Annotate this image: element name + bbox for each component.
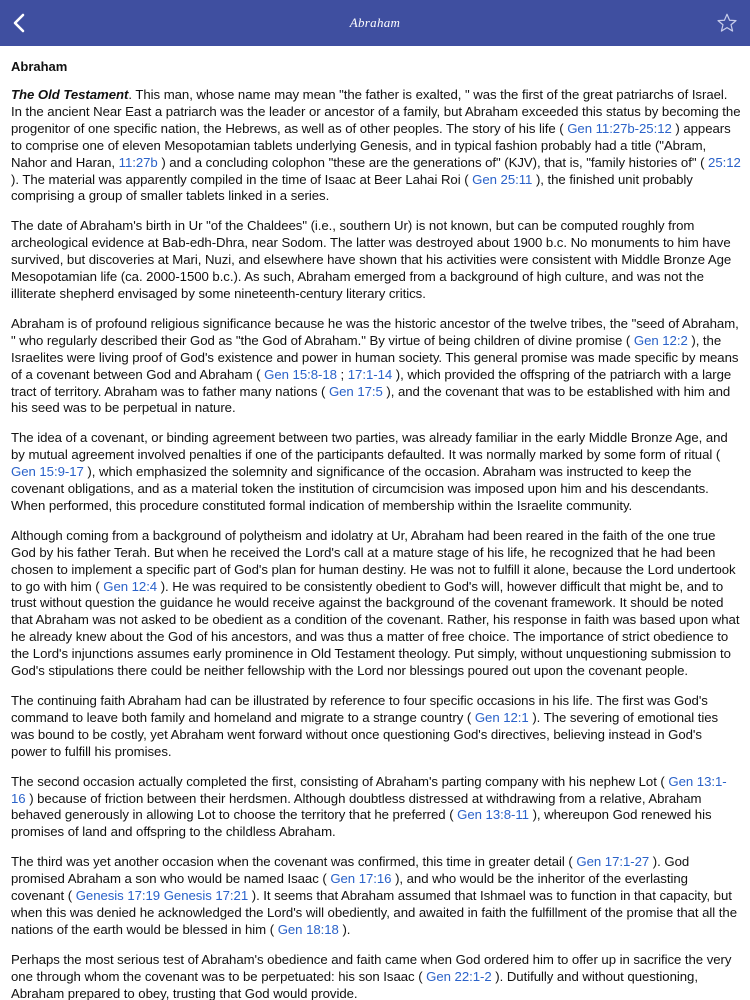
favorite-button[interactable] (716, 12, 738, 34)
chevron-left-icon (13, 13, 25, 33)
scripture-reference-link[interactable]: Gen 13:1-16 (11, 773, 727, 806)
paragraph-text: ) appears to comprise one of eleven Mesopotamian tablets underlying Genesis, and in typical fashion probably had a title ("Abram, Nahor and Haran, (11, 120, 731, 170)
paragraph-text: The third was yet another occasion when the covenant was confirmed, this time in greater detail ( (11, 854, 577, 870)
paragraph-text: ), and who would be the inheritor of the everlasting covenant ( (11, 871, 688, 904)
paragraph-text: ). Dutifully and without questioning, Abraham prepared to obey, trusting that God would provide. (11, 968, 698, 1000)
back-button[interactable] (8, 11, 30, 35)
navigation-bar (0, 0, 750, 46)
paragraph-text: ). It seems that Abraham assumed that Ishmael was to function in that capacity, but when this was denied he acknowledged the Lord's will obediently, and awaited in faith the fulfillment of the promise that all the nations of the earth would be blessed in him ( (11, 888, 737, 937)
paragraph-text: Abraham is of profound religious significance because he was the historic ancestor of the twelve tribes, the "seed of Abraham, " who regularly described their God as "the God of Abraham." By virtue of being children of divine promise ( (11, 315, 739, 348)
paragraph (11, 774, 741, 842)
paragraph (11, 87, 741, 205)
scripture-reference-link[interactable]: Gen 17:1-27 (576, 854, 650, 870)
scripture-reference-link[interactable]: Genesis 17:19 Genesis 17:21 (75, 888, 249, 904)
paragraph (11, 854, 741, 939)
paragraph (11, 430, 741, 515)
paragraph-text: ). (338, 921, 351, 937)
paragraph-text: . This man, whose name may mean "the father is exalted, " was the first of the great patriarchs of Israel. In the ancient Near East a patriarch was the leader or ancestor of a family, but Abraham exceeded this status by becoming the progenitor of one specific nation, the Hebrews, as well as of other peoples. The story of his life ( (11, 87, 741, 136)
scripture-reference-link[interactable]: Gen 13:8-11 (457, 807, 529, 823)
paragraph-text: The continuing faith Abraham had can be illustrated by reference to four specific occasions in his life. The first was God's command to leave both family and homeland and migrate to a strange country ( (11, 693, 708, 725)
star-outline-icon (716, 12, 738, 34)
article-title: Abraham (11, 59, 68, 74)
paragraph-text: The idea of a covenant, or binding agreement between two parties, was already familiar in the early Middle Bronze Age, and by mutual agreement involved penalties if one of the participants defaulted. It was normally marked by some form of ritual ( (11, 430, 728, 463)
scripture-reference-link[interactable]: Gen 18:18 (277, 921, 339, 937)
scripture-reference-link[interactable]: Gen 22:1-2 (426, 968, 492, 984)
paragraph (11, 218, 741, 303)
paragraph-text: ), the finished unit probably comprising a group of smaller tablets linked in a series. (11, 171, 693, 204)
paragraph-text: ), which provided the offspring of the patriarch with a large tract of territory. Abraham was to father many nations ( (11, 366, 732, 399)
scripture-reference-link[interactable]: 11:27b (118, 154, 158, 170)
paragraph-text: ) and a concluding colophon "these are the generations of" (KJV), that is, "family histories of" ( (157, 154, 709, 170)
section-label: The Old Testament (11, 87, 129, 102)
paragraph (11, 316, 741, 417)
paragraph-text: ). The severing of emotional ties was bound to be costly, yet Abraham went forward without once questioning God's directives, believing instead in God's power to fulfill his promises. (11, 709, 719, 759)
scripture-reference-link[interactable]: 17:1-14 (347, 366, 393, 382)
paragraph-text: ). The material was apparently compiled in the time of Isaac at Beer Lahai Roi ( (11, 171, 473, 187)
scripture-reference-link[interactable]: Gen 12:2 (633, 332, 688, 348)
page-title: Abraham (349, 15, 401, 30)
scripture-reference-link[interactable]: Gen 11:27b-25:12 (567, 120, 672, 136)
paragraph-text: ; (336, 366, 348, 382)
scripture-reference-link[interactable]: Gen 15:9-17 (11, 464, 84, 480)
paragraph (11, 952, 741, 1000)
article-body (11, 87, 741, 1000)
paragraph (11, 693, 741, 761)
paragraph-text: Although coming from a background of polytheism and idolatry at Ur, Abraham had been reared in the faith of the one true God by his father Terah. But when he received the Lord's call at a mature stage of his life, he recognized that he had been chosen to implement a specific part of God's plan for human destiny. He was not to fulfill it alone, because the Lord undertook to go with him ( (11, 527, 736, 594)
paragraph-text: ). God promised Abraham a son who would be named Isaac ( (11, 854, 690, 887)
paragraph-text: ), whereupon God renewed his promises of land and offspring to the childless Abraham. (11, 807, 712, 840)
scripture-reference-link[interactable]: Gen 12:1 (474, 709, 529, 725)
paragraph-text: ), and the covenant that was to be established with him and his seed was to be perpetual in nature. (11, 383, 731, 416)
paragraph-text: Perhaps the most serious test of Abraham's obedience and faith came when God ordered him to offer up in sacrifice the very one through whom the covenant was to be perpetuated: his son Isaac ( (11, 951, 732, 984)
paragraph-text: ). He was required to be consistently obedient to God's will, however difficult that might be, and to trust without question the guidance he would receive against the background of the covenant framework. It should be noted that Abraham was not asked to be obedient as a condition of the covenant. Rather, his response in faith was based upon what he already knew about the God of his ancestors, and was thus a matter of free choice. The importance of strict obedience to the Lord's injunctions assumes early prominence in Old Testament theology. Put simply, without unquestioning submission to God's stipulations there could be neither fellowship with the Lord nor blessings poured out upon the covenant people. (11, 578, 740, 679)
paragraph-text: The second occasion actually completed the first, consisting of Abraham's parting company with his nephew Lot ( (11, 773, 669, 789)
paragraph-text: ) because of friction between their herdsmen. Although doubtless distressed at withdrawing from a relative, Abraham behaved generously in allowing Lot to choose the territory that he preferred ( (11, 790, 702, 823)
paragraph-text: The date of Abraham's birth in Ur "of the Chaldees" (i.e., southern Ur) is not known, but can be computed roughly from archeological evidence at Bab-edh-Dhra, near Sodom. The latter was destroyed about 1900 b.c. No monuments to him have survived, but discoveries at Mari, Nuzi, and elsewhere have shown that his activities were consistent with Middle Bronze Age Mesopotamian life (ca. 2000-1500 b.c.). As such, Abraham emerged from a background of high culture, and was not the illiterate shepherd envisaged by some nineteenth-century literary critics. (11, 218, 732, 301)
scripture-reference-link[interactable]: Gen 12:4 (103, 578, 158, 594)
scripture-reference-link[interactable]: Gen 17:16 (330, 871, 392, 887)
scripture-reference-link[interactable]: Gen 25:11 (472, 171, 533, 187)
scripture-reference-link[interactable]: 25:12 (708, 154, 741, 170)
scripture-reference-link[interactable]: Gen 17:5 (328, 383, 383, 399)
article-content (11, 46, 741, 1000)
paragraph-text: ), the Israelites were living proof of God's existence and power in human society. This general promise was made specific by means of a covenant between God and Abraham ( (11, 332, 739, 382)
paragraph (11, 528, 741, 680)
paragraph-text: ), which emphasized the solemnity and significance of the occasion. Abraham was instructed to keep the covenant obligations, and as a material token the institution of circumcision was imposed upon him and his descendants. When performed, this procedure constituted formal indication of membership within the Israelite community. (11, 464, 709, 513)
scripture-reference-link[interactable]: Gen 15:8-18 (264, 366, 337, 382)
